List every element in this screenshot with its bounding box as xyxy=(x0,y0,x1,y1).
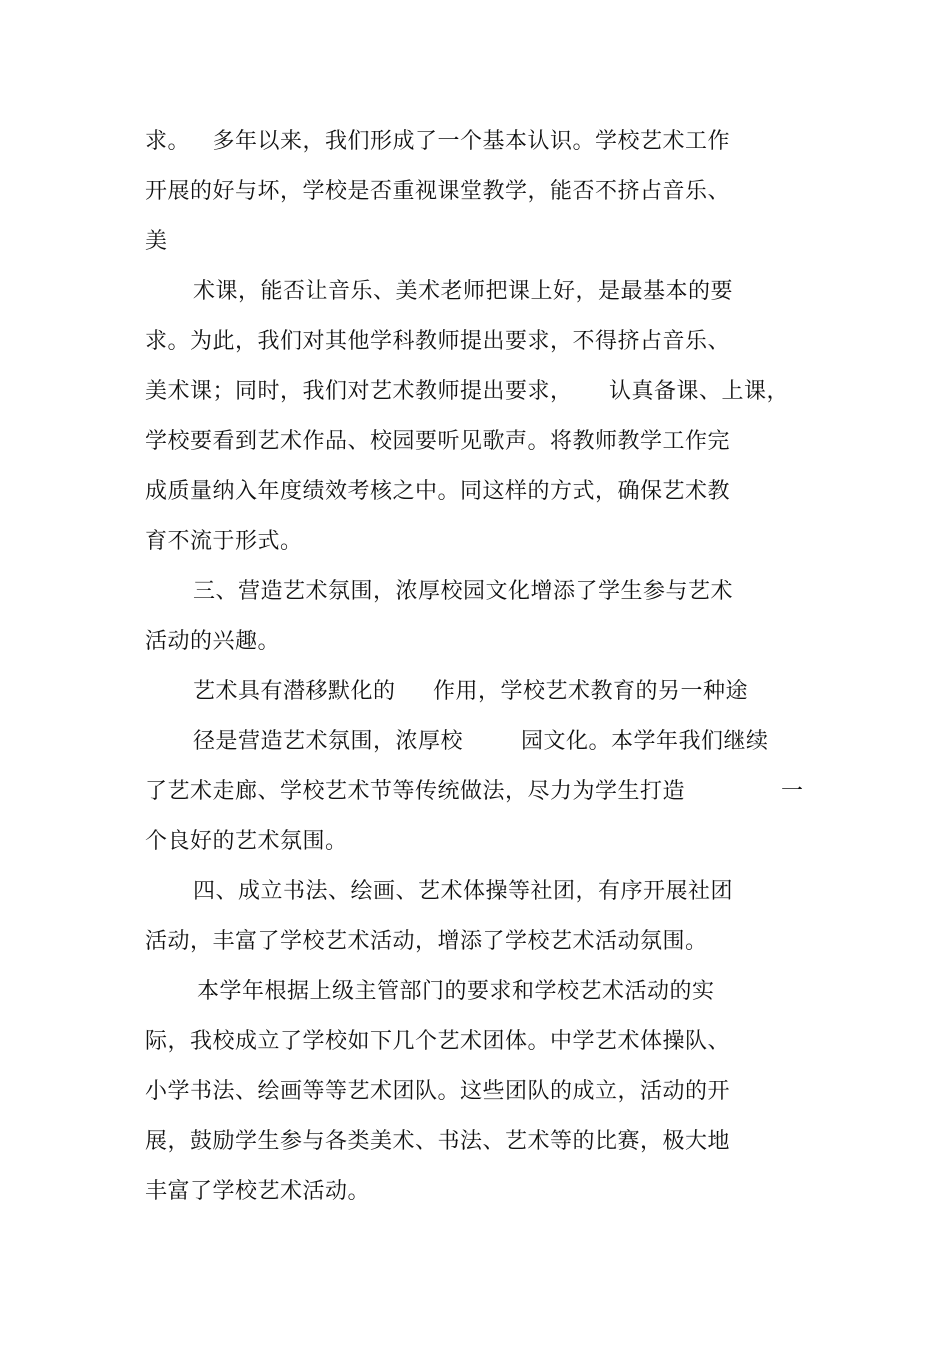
text-line: 了艺术走廊、学校艺术节等传统做法，尽力为学生打造 xyxy=(145,779,686,804)
text-line: 园文化。本学年我们继续 xyxy=(521,729,769,754)
text-line: 际，我校成立了学校如下几个艺术团体。中学艺术体操队、 xyxy=(145,1029,731,1054)
text-line: 求。 多年以来，我们形成了一个基本认识。学校艺术工作 xyxy=(145,129,730,154)
text-line: 个良好的艺术氛围。 xyxy=(145,829,348,854)
text-line: 丰富了学校艺术活动。 xyxy=(145,1179,371,1204)
text-line: 本学年根据上级主管部门的要求和学校艺术活动的实 xyxy=(197,979,715,1004)
text-line: 径是营造艺术氛围，浓厚校 xyxy=(193,729,464,754)
text-line: 学校要看到艺术作品、校园要听见歌声。将教师教学工作完 xyxy=(145,429,731,454)
text-line: 作用，学校艺术教育的另一种途 xyxy=(433,679,749,704)
text-line: 求。为此，我们对其他学科教师提出要求，不得挤占音乐、 xyxy=(145,329,731,354)
text-line: 美术课；同时，我们对艺术教师提出要求， xyxy=(145,379,573,404)
text-line: 认真备课、上课， xyxy=(609,379,790,404)
section-heading: 活动，丰富了学校艺术活动，增添了学校艺术活动氛围。 xyxy=(145,929,708,954)
text-line: 美 xyxy=(145,229,168,254)
section-heading: 四、成立书法、绘画、艺术体操等社团，有序开展社团 xyxy=(193,879,734,904)
text-line: 艺术具有潜移默化的 xyxy=(193,679,396,704)
text-line: 开展的好与坏，学校是否重视课堂教学，能否不挤占音乐、 xyxy=(145,179,731,204)
text-line: 术课，能否让音乐、美术老师把课上好，是最基本的要 xyxy=(193,279,734,304)
text-line: 小学书法、绘画等等艺术团队。这些团队的成立，活动的开 xyxy=(145,1079,731,1104)
text-line: 一 xyxy=(781,779,804,804)
text-line: 育不流于形式。 xyxy=(145,529,303,554)
text-line: 成质量纳入年度绩效考核之中。同这样的方式，确保艺术教 xyxy=(145,479,731,504)
section-heading: 活动的兴趣。 xyxy=(145,629,281,654)
text-line: 展，鼓励学生参与各类美术、书法、艺术等的比赛，极大地 xyxy=(145,1129,731,1154)
section-heading: 三、营造艺术氛围，浓厚校园文化增添了学生参与艺术 xyxy=(193,579,734,604)
